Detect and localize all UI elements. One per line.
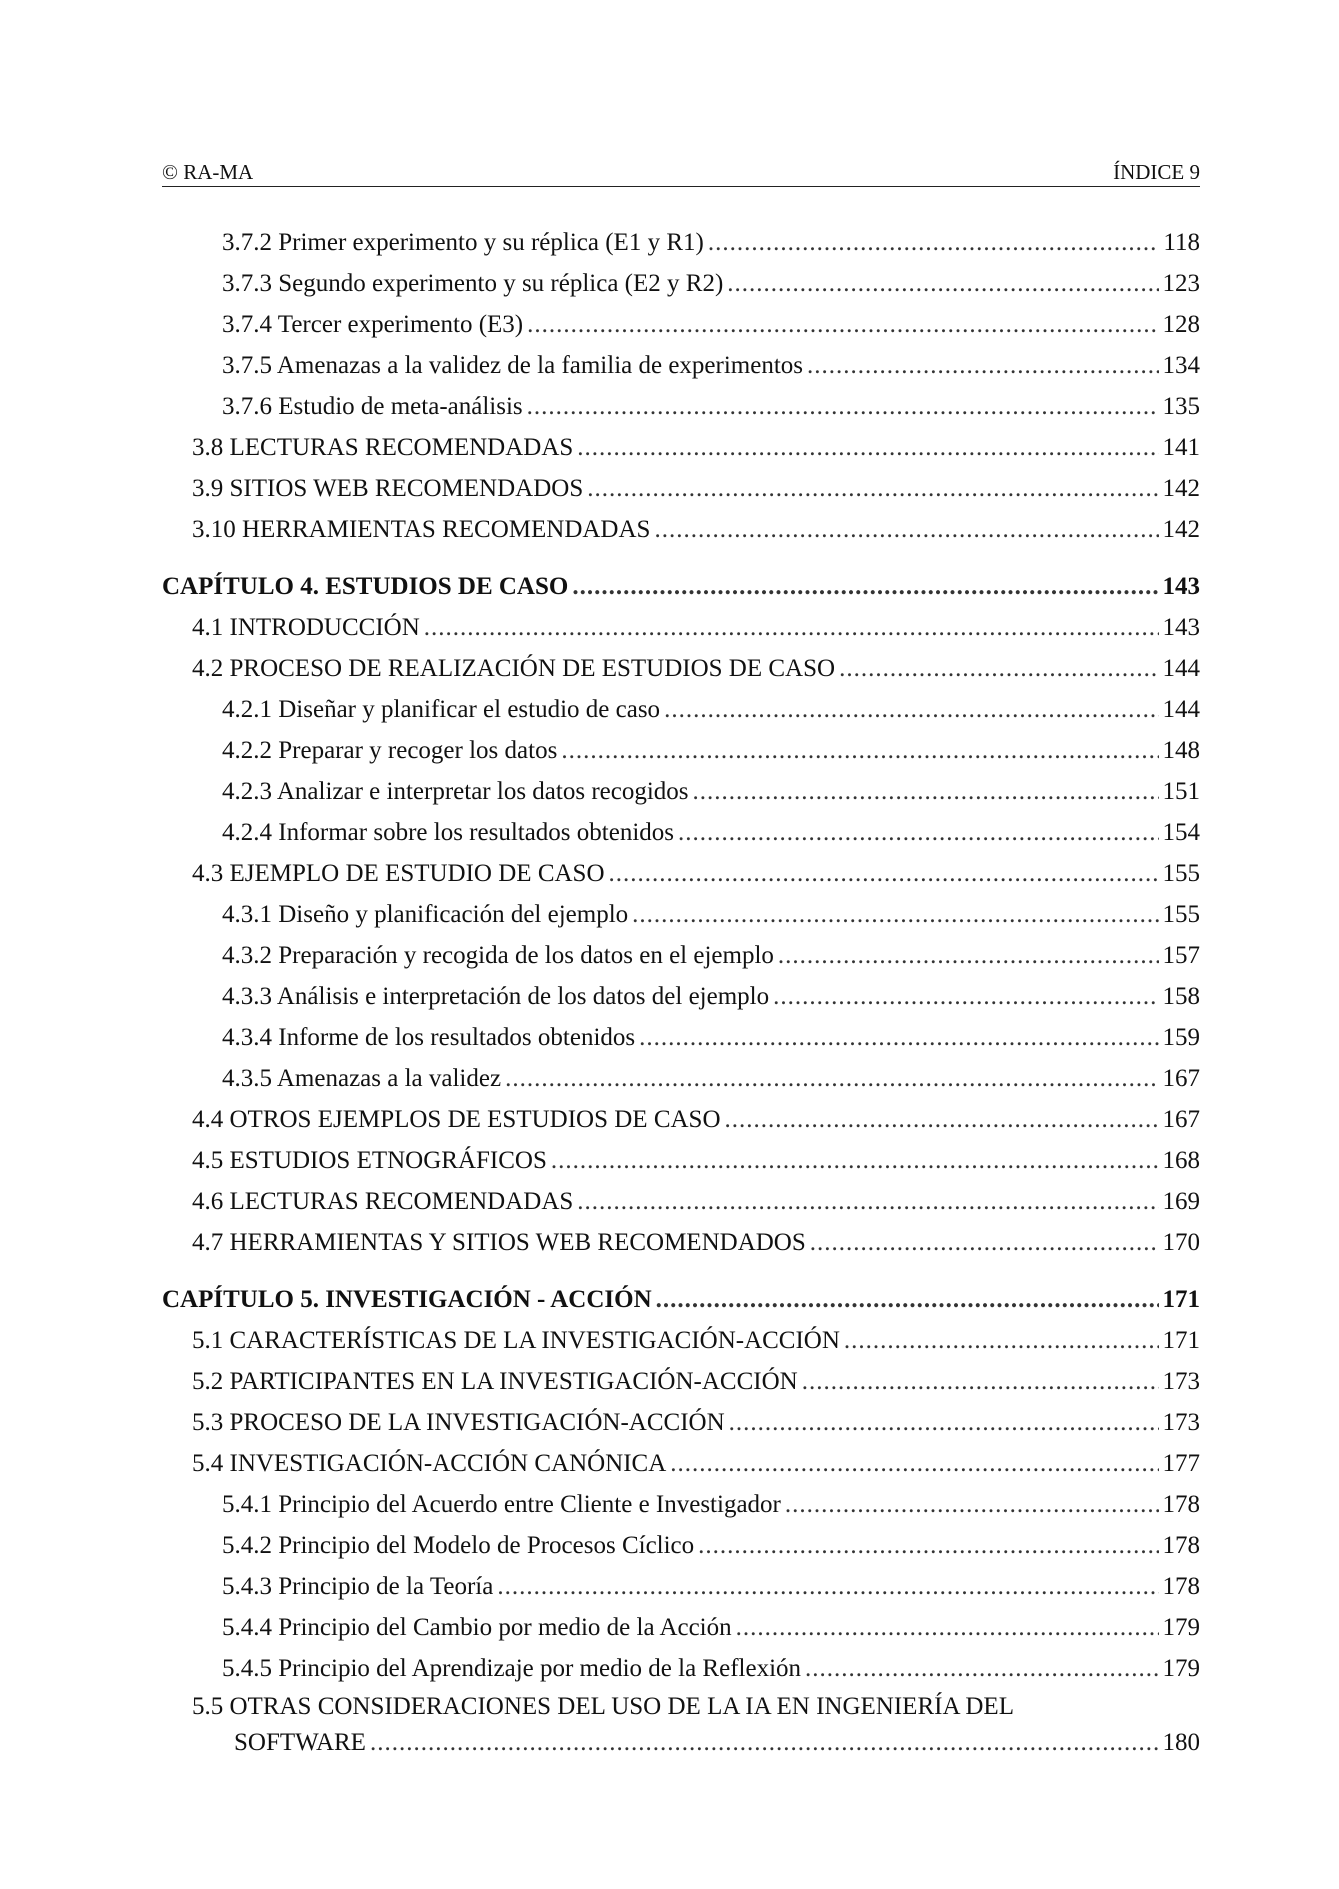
toc-entry-title: 5.4.5 Principio del Aprendizaje por medio de la Reflexión <box>222 1655 802 1682</box>
toc-entry-title: 3.9 SITIOS WEB RECOMENDADOS <box>192 475 584 502</box>
dot-leader <box>632 894 1158 935</box>
dot-leader <box>527 304 1158 345</box>
toc-entry[interactable] <box>162 976 1200 1017</box>
toc-entry-title: 5.4.2 Principio del Modelo de Procesos Cíclico <box>222 1532 695 1559</box>
dot-leader <box>505 1058 1158 1099</box>
toc-entry-page: 155 <box>1162 860 1200 887</box>
publisher-mark: © RA-MA <box>162 160 254 184</box>
toc-entry[interactable] <box>162 1058 1200 1099</box>
toc-entry-page: 178 <box>1162 1573 1200 1600</box>
dot-leader <box>551 1140 1159 1181</box>
dot-leader <box>805 1648 1158 1689</box>
toc-entry-page: 180 <box>1162 1729 1200 1756</box>
toc-entry-page: 128 <box>1162 311 1200 338</box>
dot-leader <box>572 566 1158 607</box>
dot-leader <box>497 1566 1158 1607</box>
dot-leader <box>678 812 1158 853</box>
toc-entry[interactable] <box>162 689 1200 730</box>
toc-entry-title: 4.5 ESTUDIOS ETNOGRÁFICOS <box>192 1147 547 1174</box>
running-header <box>162 160 1200 187</box>
toc-entry-page: 142 <box>1162 475 1200 502</box>
table-of-contents <box>162 222 1200 1761</box>
dot-leader <box>656 1279 1159 1320</box>
toc-entry-page: 169 <box>1162 1188 1200 1215</box>
toc-entry[interactable] <box>162 1181 1200 1222</box>
toc-entry[interactable] <box>162 1402 1200 1443</box>
toc-entry[interactable] <box>162 648 1200 689</box>
toc-entry-title: 4.1 INTRODUCCIÓN <box>192 614 420 641</box>
toc-entry-page: 154 <box>1162 819 1200 846</box>
toc-entry[interactable] <box>162 345 1200 386</box>
toc-entry[interactable] <box>162 935 1200 976</box>
dot-leader <box>370 1725 1159 1761</box>
toc-entry[interactable] <box>162 607 1200 648</box>
dot-leader <box>577 1181 1158 1222</box>
toc-entry-page: 118 <box>1163 229 1200 256</box>
toc-entry[interactable] <box>162 1017 1200 1058</box>
toc-entry-page: 170 <box>1162 1229 1200 1256</box>
dot-leader <box>609 853 1159 894</box>
toc-entry-page: 171 <box>1162 1327 1200 1354</box>
dot-leader <box>424 607 1159 648</box>
toc-entry-title: 4.3.4 Informe de los resultados obtenidos <box>222 1024 636 1051</box>
toc-entry-page: 142 <box>1162 516 1200 543</box>
toc-entry-title: 4.2.2 Preparar y recoger los datos <box>222 737 558 764</box>
dot-leader <box>639 1017 1158 1058</box>
toc-entry-page: 143 <box>1162 614 1200 641</box>
toc-entry-title: 4.7 HERRAMIENTAS Y SITIOS WEB RECOMENDADOS <box>192 1229 806 1256</box>
toc-entry-title: 5.2 PARTICIPANTES EN LA INVESTIGACIÓN-ACCIÓN <box>192 1368 798 1395</box>
toc-entry[interactable] <box>162 1099 1200 1140</box>
toc-entry-title: 4.6 LECTURAS RECOMENDADAS <box>192 1188 574 1215</box>
toc-entry[interactable] <box>162 853 1200 894</box>
dot-leader <box>807 345 1158 386</box>
toc-entry-title: 4.3 EJEMPLO DE ESTUDIO DE CASO <box>192 860 605 887</box>
toc-entry-page: 135 <box>1162 393 1200 420</box>
toc-entry[interactable] <box>162 1525 1200 1566</box>
toc-entry-page: 178 <box>1162 1491 1200 1518</box>
toc-entry-page: 167 <box>1162 1065 1200 1092</box>
toc-entry-title: 4.2.1 Diseñar y planificar el estudio de caso <box>222 696 661 723</box>
toc-entry-title: 5.4 INVESTIGACIÓN-ACCIÓN CANÓNICA <box>192 1450 667 1477</box>
toc-entry[interactable] <box>162 386 1200 427</box>
toc-entry-page: 144 <box>1162 696 1200 723</box>
toc-entry-title-line1: 5.5 OTRAS CONSIDERACIONES DEL USO DE LA IA EN INGENIERÍA DEL <box>192 1693 1014 1720</box>
dot-leader <box>727 263 1158 304</box>
dot-leader <box>664 689 1158 730</box>
toc-entry-title: 4.3.5 Amenazas a la validez <box>222 1065 502 1092</box>
toc-entry-title: 3.8 LECTURAS RECOMENDADAS <box>192 434 574 461</box>
toc-entry-page: 123 <box>1162 270 1200 297</box>
toc-entry[interactable] <box>162 1443 1200 1484</box>
toc-entry-title: 4.3.3 Análisis e interpretación de los datos del ejemplo <box>222 983 770 1010</box>
toc-entry-title: CAPÍTULO 4. ESTUDIOS DE CASO <box>162 573 569 600</box>
toc-entry[interactable] <box>162 1566 1200 1607</box>
toc-entry-page: 155 <box>1162 901 1200 928</box>
dot-leader <box>527 386 1159 427</box>
toc-entry-page: 141 <box>1162 434 1200 461</box>
toc-entry[interactable] <box>162 304 1200 345</box>
toc-entry-page: 134 <box>1162 352 1200 379</box>
dot-leader <box>729 1402 1159 1443</box>
toc-entry-page: 173 <box>1162 1409 1200 1436</box>
toc-entry-title: 5.3 PROCESO DE LA INVESTIGACIÓN-ACCIÓN <box>192 1409 725 1436</box>
toc-entry-page: 179 <box>1162 1655 1200 1682</box>
toc-entry[interactable] <box>162 730 1200 771</box>
toc-entry-title: 4.2 PROCESO DE REALIZACIÓN DE ESTUDIOS DE CASO <box>192 655 836 682</box>
toc-entry-title: 3.7.2 Primer experimento y su réplica (E1 y R1) <box>222 229 704 256</box>
toc-entry[interactable] <box>162 771 1200 812</box>
toc-entry-title: 4.3.1 Diseño y planificación del ejemplo <box>222 901 629 928</box>
toc-entry-title: 3.10 HERRAMIENTAS RECOMENDADAS <box>192 516 651 543</box>
toc-entry-title: 5.4.1 Principio del Acuerdo entre Cliente e Investigador <box>222 1491 781 1518</box>
toc-entry-wrapped[interactable] <box>162 1689 1200 1761</box>
toc-entry-title: 5.4.4 Principio del Cambio por medio de la Acción <box>222 1614 732 1641</box>
dot-leader <box>670 1443 1158 1484</box>
dot-leader <box>693 771 1159 812</box>
dot-leader <box>778 935 1159 976</box>
toc-entry-page: 171 <box>1162 1286 1200 1313</box>
toc-entry-page: 157 <box>1162 942 1200 969</box>
toc-entry[interactable] <box>162 1222 1200 1263</box>
dot-leader <box>802 1361 1159 1402</box>
dot-leader <box>839 648 1158 689</box>
toc-entry-page: 167 <box>1162 1106 1200 1133</box>
toc-entry[interactable] <box>162 427 1200 468</box>
toc-chapter-entry[interactable] <box>162 566 1200 607</box>
toc-entry-page: 151 <box>1162 778 1200 805</box>
toc-entry[interactable] <box>162 222 1200 263</box>
dot-leader <box>577 427 1158 468</box>
toc-entry[interactable] <box>162 1607 1200 1648</box>
toc-entry-page: 148 <box>1162 737 1200 764</box>
toc-entry-title-line2: SOFTWARE <box>234 1729 366 1756</box>
toc-entry[interactable] <box>162 1484 1200 1525</box>
toc-entry-page: 178 <box>1162 1532 1200 1559</box>
toc-entry-page: 158 <box>1162 983 1200 1010</box>
toc-entry-title: 4.4 OTROS EJEMPLOS DE ESTUDIOS DE CASO <box>192 1106 721 1133</box>
toc-entry-title: 5.4.3 Principio de la Teoría <box>222 1573 494 1600</box>
toc-entry-title: CAPÍTULO 5. INVESTIGACIÓN - ACCIÓN <box>162 1286 652 1313</box>
dot-leader <box>587 468 1158 509</box>
toc-entry[interactable] <box>162 894 1200 935</box>
toc-entry[interactable] <box>162 263 1200 304</box>
toc-entry-page: 179 <box>1162 1614 1200 1641</box>
dot-leader <box>698 1525 1158 1566</box>
dot-leader <box>708 222 1160 263</box>
toc-entry-page: 168 <box>1162 1147 1200 1174</box>
dot-leader <box>736 1607 1159 1648</box>
toc-entry-title: 3.7.5 Amenazas a la validez de la familia de experimentos <box>222 352 804 379</box>
toc-entry-page: 173 <box>1162 1368 1200 1395</box>
toc-entry[interactable] <box>162 509 1200 550</box>
toc-entry-title: 4.3.2 Preparación y recogida de los datos en el ejemplo <box>222 942 774 969</box>
toc-entry-title: 4.2.3 Analizar e interpretar los datos recogidos <box>222 778 689 805</box>
toc-entry[interactable] <box>162 468 1200 509</box>
toc-entry-page: 159 <box>1162 1024 1200 1051</box>
toc-entry[interactable] <box>162 1648 1200 1689</box>
toc-entry[interactable] <box>162 1320 1200 1361</box>
toc-entry[interactable] <box>162 1361 1200 1402</box>
dot-leader <box>844 1320 1159 1361</box>
toc-entry-title: 3.7.4 Tercer experimento (E3) <box>222 311 524 338</box>
toc-entry-page: 177 <box>1162 1450 1200 1477</box>
toc-entry-title: 3.7.3 Segundo experimento y su réplica (E2 y R2) <box>222 270 724 297</box>
dot-leader <box>785 1484 1159 1525</box>
dot-leader <box>810 1222 1159 1263</box>
toc-entry-title: 3.7.6 Estudio de meta-análisis <box>222 393 523 420</box>
toc-entry-title: 4.2.4 Informar sobre los resultados obtenidos <box>222 819 675 846</box>
toc-entry-page: 144 <box>1162 655 1200 682</box>
toc-entry[interactable] <box>162 812 1200 853</box>
section-and-page-number: ÍNDICE 9 <box>1113 160 1200 184</box>
toc-entry[interactable] <box>162 1140 1200 1181</box>
dot-leader <box>654 509 1158 550</box>
toc-chapter-entry[interactable] <box>162 1279 1200 1320</box>
toc-entry-title: 5.1 CARACTERÍSTICAS DE LA INVESTIGACIÓN-ACCIÓN <box>192 1327 840 1354</box>
dot-leader <box>773 976 1158 1017</box>
dot-leader <box>561 730 1158 771</box>
dot-leader <box>725 1099 1159 1140</box>
toc-entry-page: 143 <box>1162 573 1200 600</box>
